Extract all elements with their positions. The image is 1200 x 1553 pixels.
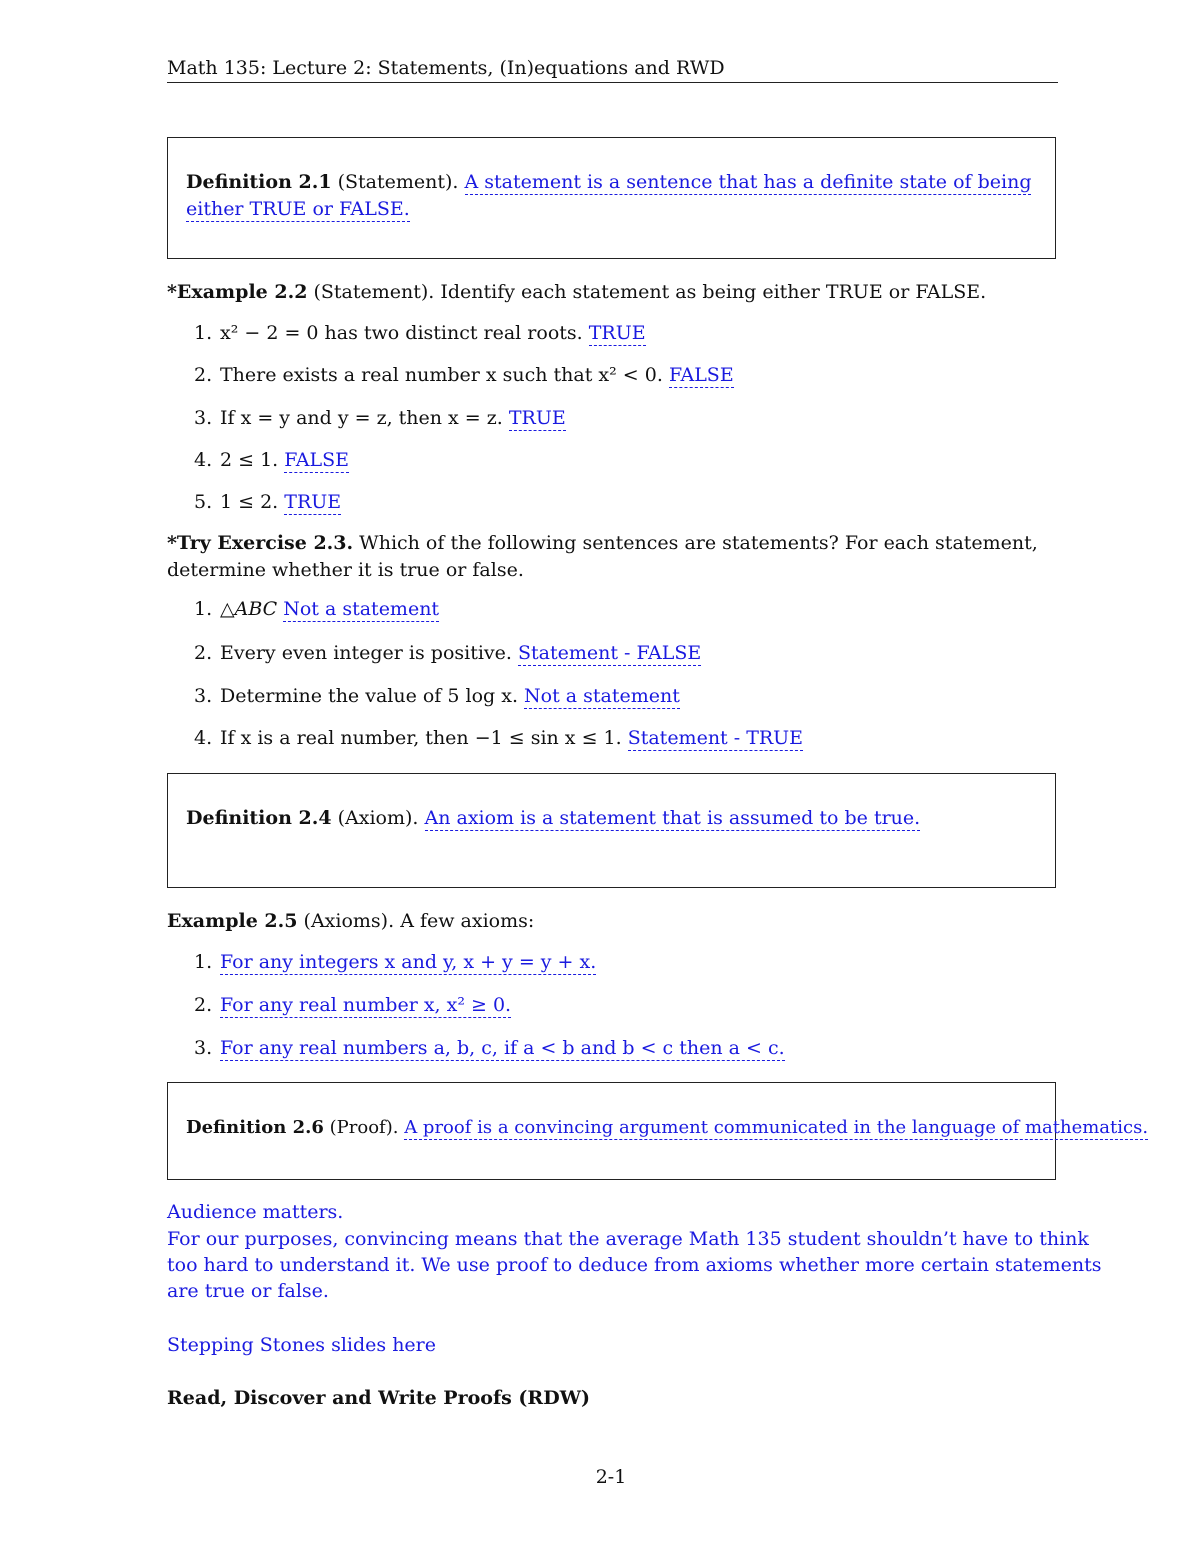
item-answer: TRUE bbox=[284, 491, 342, 513]
definition-2-4-label: Definition 2.4 bbox=[186, 807, 332, 829]
example-2-2-name: (Statement). bbox=[313, 281, 435, 303]
example-2-2-prompt: Identify each statement as being either TRUE or FALSE. bbox=[440, 281, 987, 303]
example-2-2-heading bbox=[167, 281, 986, 303]
item-answer: Statement - FALSE bbox=[518, 642, 702, 664]
exercise-2-3-label: *Try Exercise 2.3. bbox=[167, 532, 354, 554]
definition-2-1-label: Definition 2.1 bbox=[186, 171, 332, 193]
definition-2-6-label: Definition 2.6 bbox=[186, 1117, 324, 1138]
example-2-5-item-3 bbox=[194, 1037, 785, 1059]
definition-2-1-name: (Statement). bbox=[337, 171, 459, 193]
audience-note: Audience matters. bbox=[167, 1201, 344, 1223]
item-text: △ABC bbox=[220, 598, 278, 620]
example-2-5-heading bbox=[167, 910, 534, 932]
item-answer: FALSE bbox=[284, 449, 350, 471]
definition-2-1-text-line2: either TRUE or FALSE. bbox=[186, 198, 410, 220]
exercise-2-3-prompt-line2: determine whether it is true or false. bbox=[167, 559, 524, 581]
item-number: 3. bbox=[194, 685, 213, 707]
item-text: Every even integer is positive. bbox=[220, 642, 512, 664]
definition-2-4-line bbox=[186, 807, 920, 829]
definition-2-4-text: An axiom is a statement that is assumed to be true. bbox=[424, 807, 921, 829]
definition-2-6-line bbox=[186, 1117, 1148, 1138]
item-answer: Statement - TRUE bbox=[627, 727, 804, 749]
item-number: 2. bbox=[194, 994, 213, 1016]
item-text: x² − 2 = 0 has two distinct real roots. bbox=[220, 322, 583, 344]
definition-2-6-text: A proof is a convincing argument communicated in the language of mathematics. bbox=[404, 1117, 1149, 1138]
example-2-2-item-1 bbox=[194, 322, 646, 344]
item-text: 1 ≤ 2. bbox=[220, 491, 279, 513]
header-rule bbox=[167, 82, 1058, 83]
definition-2-1-text-line1: A statement is a sentence that has a definite state of being bbox=[464, 171, 1032, 193]
example-2-2-label: *Example 2.2 bbox=[167, 281, 308, 303]
definition-2-1-line2-wrap bbox=[186, 198, 410, 220]
item-answer: TRUE bbox=[508, 407, 566, 429]
convincing-note-line1: For our purposes, convincing means that the average Math 135 student shouldn’t have to think bbox=[167, 1228, 1089, 1250]
definition-2-1-line1 bbox=[186, 171, 1031, 193]
item-text: For any real number x, x² ≥ 0. bbox=[220, 994, 512, 1016]
item-text: There exists a real number x such that x² < 0. bbox=[220, 364, 663, 386]
item-number: 5. bbox=[194, 491, 213, 513]
item-number: 1. bbox=[194, 598, 213, 620]
example-2-2-item-2 bbox=[194, 364, 734, 386]
exercise-2-3-prompt-line1: Which of the following sentences are statements? For each statement, bbox=[359, 532, 1038, 554]
item-number: 3. bbox=[194, 1037, 213, 1059]
item-number: 1. bbox=[194, 322, 213, 344]
item-answer: Not a statement bbox=[283, 598, 440, 620]
example-2-5-prompt: A few axioms: bbox=[400, 910, 535, 932]
definition-2-4-name: (Axiom). bbox=[337, 807, 419, 829]
stepping-stones-note: Stepping Stones slides here bbox=[167, 1334, 437, 1356]
convincing-note-line3: are true or false. bbox=[167, 1280, 329, 1302]
example-2-5-label: Example 2.5 bbox=[167, 910, 298, 932]
item-text: Determine the value of 5 log x. bbox=[220, 685, 518, 707]
exercise-2-3-item-1 bbox=[194, 598, 439, 620]
item-answer: TRUE bbox=[588, 322, 646, 344]
item-number: 4. bbox=[194, 449, 213, 471]
item-number: 1. bbox=[194, 951, 213, 973]
example-2-2-item-5 bbox=[194, 491, 341, 513]
example-2-5-name: (Axioms). bbox=[303, 910, 395, 932]
item-answer: Not a statement bbox=[524, 685, 680, 707]
item-number: 2. bbox=[194, 642, 213, 664]
exercise-2-3-heading bbox=[167, 532, 1038, 554]
item-text: If x is a real number, then −1 ≤ sin x ≤ 1. bbox=[220, 727, 622, 749]
exercise-2-3-item-2 bbox=[194, 642, 701, 664]
exercise-2-3-item-3 bbox=[194, 685, 680, 707]
example-2-2-item-3 bbox=[194, 407, 566, 429]
item-text: For any real numbers a, b, c, if a < b and b < c then a < c. bbox=[220, 1037, 785, 1059]
rdw-section-heading: Read, Discover and Write Proofs (RDW) bbox=[167, 1387, 591, 1409]
item-text: 2 ≤ 1. bbox=[220, 449, 279, 471]
convincing-note-line2: too hard to understand it. We use proof to deduce from axioms whether more certain statements bbox=[167, 1254, 1102, 1276]
item-text: For any integers x and y, x + y = y + x. bbox=[220, 951, 597, 973]
item-number: 2. bbox=[194, 364, 213, 386]
item-number: 3. bbox=[194, 407, 213, 429]
item-answer: FALSE bbox=[668, 364, 734, 386]
example-2-5-item-1 bbox=[194, 951, 596, 973]
page-number: 2-1 bbox=[595, 1466, 627, 1488]
example-2-5-item-2 bbox=[194, 994, 511, 1016]
example-2-2-item-4 bbox=[194, 449, 349, 471]
page-header-title: Math 135: Lecture 2: Statements, (In)equations and RWD bbox=[167, 57, 725, 79]
definition-2-6-name: (Proof). bbox=[329, 1117, 399, 1138]
item-number: 4. bbox=[194, 727, 213, 749]
item-text: If x = y and y = z, then x = z. bbox=[220, 407, 503, 429]
exercise-2-3-item-4 bbox=[194, 727, 803, 749]
